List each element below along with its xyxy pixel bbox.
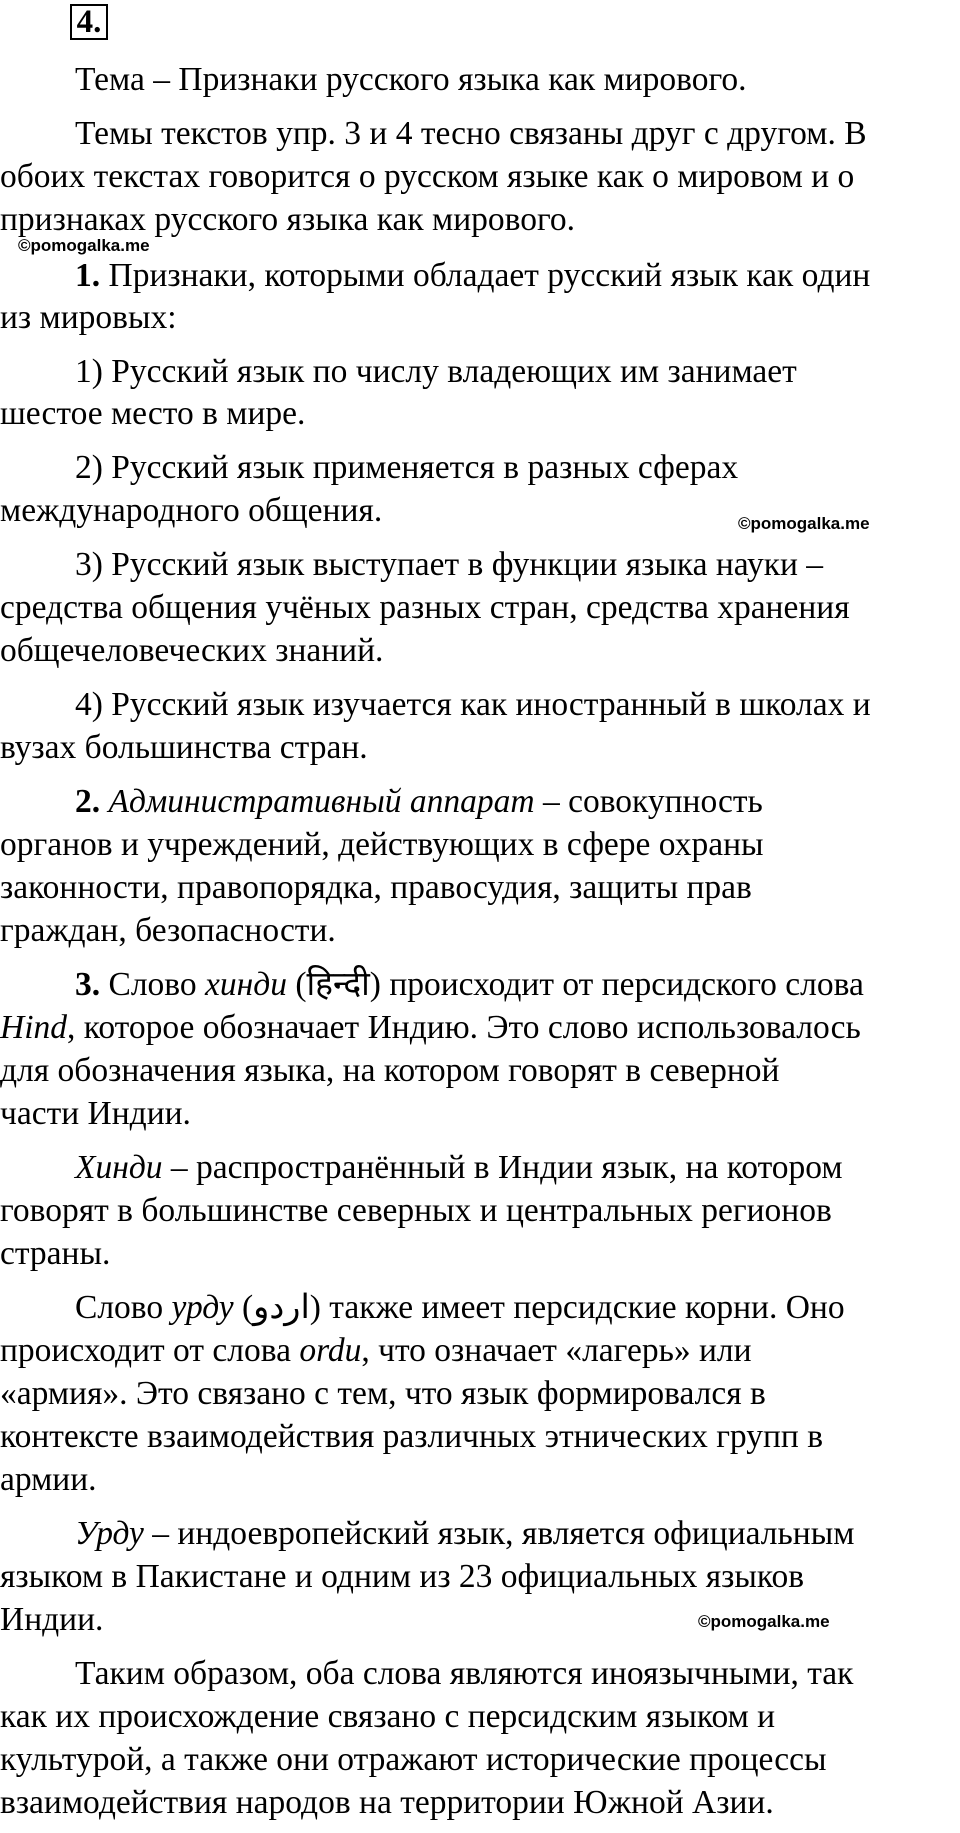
paragraph-line: как их происхождение связано с персидским языком и	[0, 1698, 776, 1735]
term: Административный аппарат	[108, 783, 535, 820]
paragraph-line: происходит от слова ordu, что означает «лагерь» или	[0, 1332, 752, 1369]
paragraph-line: из мировых:	[0, 299, 177, 336]
item-number: 1.	[75, 257, 101, 294]
paragraph-line: признаках русского языка как мирового.	[0, 201, 575, 238]
paragraph-line: Темы текстов упр. 3 и 4 тесно связаны друг с другом. В	[75, 115, 867, 152]
topic-line: Тема – Признаки русского языка как мирового.	[75, 61, 747, 98]
paragraph-line: 3) Русский язык выступает в функции языка науки –	[75, 546, 824, 583]
paragraph-line: 2. Административный аппарат – совокупность	[75, 783, 763, 820]
paragraph-line: 4) Русский язык изучается как иностранный в школах и	[75, 686, 871, 723]
paragraph-line: культурой, а также они отражают исторические процессы	[0, 1741, 827, 1778]
paragraph-line: органов и учреждений, действующих в сфере охраны	[0, 826, 764, 863]
paragraph-line: страны.	[0, 1235, 111, 1272]
paragraph-line: международного общения.	[0, 492, 383, 529]
paragraph-line: Слово урду (اردو) также имеет персидские корни. Оно	[75, 1289, 845, 1326]
term: хинди	[205, 966, 287, 1003]
paragraph-line: Таким образом, оба слова являются иноязычными, так	[75, 1655, 854, 1692]
term: урду	[171, 1289, 234, 1326]
term: Хинди	[75, 1149, 163, 1186]
watermark: ©pomogalka.me	[18, 236, 150, 255]
paragraph-line: контексте взаимодействия различных этнических групп в	[0, 1418, 824, 1455]
paragraph-line: граждан, безопасности.	[0, 912, 336, 949]
paragraph-line: вузах большинства стран.	[0, 729, 368, 766]
paragraph-line: части Индии.	[0, 1095, 191, 1132]
term: ordu	[299, 1332, 362, 1369]
paragraph-line: законности, правопорядка, правосудия, защиты прав	[0, 869, 752, 906]
paragraph-line: общечеловеческих знаний.	[0, 632, 384, 669]
paragraph-line: шестое место в мире.	[0, 395, 306, 432]
watermark: ©pomogalka.me	[738, 514, 870, 533]
paragraph-line: Хинди – распространённый в Индии язык, на котором	[75, 1149, 843, 1186]
hindi-script: हिन्दी	[306, 966, 370, 1003]
paragraph-line: Индии.	[0, 1601, 104, 1638]
item-number: 3.	[75, 966, 101, 1003]
paragraph-line: Hind, которое обозначает Индию. Это слово использовалось	[0, 1009, 861, 1046]
paragraph-line: 2) Русский язык применяется в разных сферах	[75, 449, 739, 486]
paragraph-line: армии.	[0, 1461, 97, 1498]
paragraph-line: для обозначения языка, на котором говорят в северной	[0, 1052, 780, 1089]
term: Урду	[75, 1515, 144, 1552]
urdu-script: اردو	[253, 1289, 310, 1326]
paragraph-line: обоих текстах говорится о русском языке как о мировом и о	[0, 158, 855, 195]
paragraph-line: языком в Пакистане и одним из 23 официальных языков	[0, 1558, 805, 1595]
task-number-badge: 4.	[70, 4, 108, 40]
paragraph-line: средства общения учёных разных стран, средства хранения	[0, 589, 850, 626]
paragraph-line: взаимодействия народов на территории Южной Азии.	[0, 1784, 774, 1821]
paragraph-line: говорят в большинстве северных и центральных регионов	[0, 1192, 832, 1229]
paragraph-line: 3. Слово хинди (हिन्दी) происходит от персидского слова	[75, 966, 864, 1003]
paragraph-line: Урду – индоевропейский язык, является официальным	[75, 1515, 855, 1552]
paragraph-line: 1. Признаки, которыми обладает русский язык как один	[75, 257, 871, 294]
item-number: 2.	[75, 783, 101, 820]
paragraph-line: 1) Русский язык по числу владеющих им занимает	[75, 353, 797, 390]
term: Hind	[0, 1009, 67, 1046]
watermark: ©pomogalka.me	[698, 1612, 830, 1631]
paragraph-line: «армия». Это связано с тем, что язык формировался в	[0, 1375, 766, 1412]
